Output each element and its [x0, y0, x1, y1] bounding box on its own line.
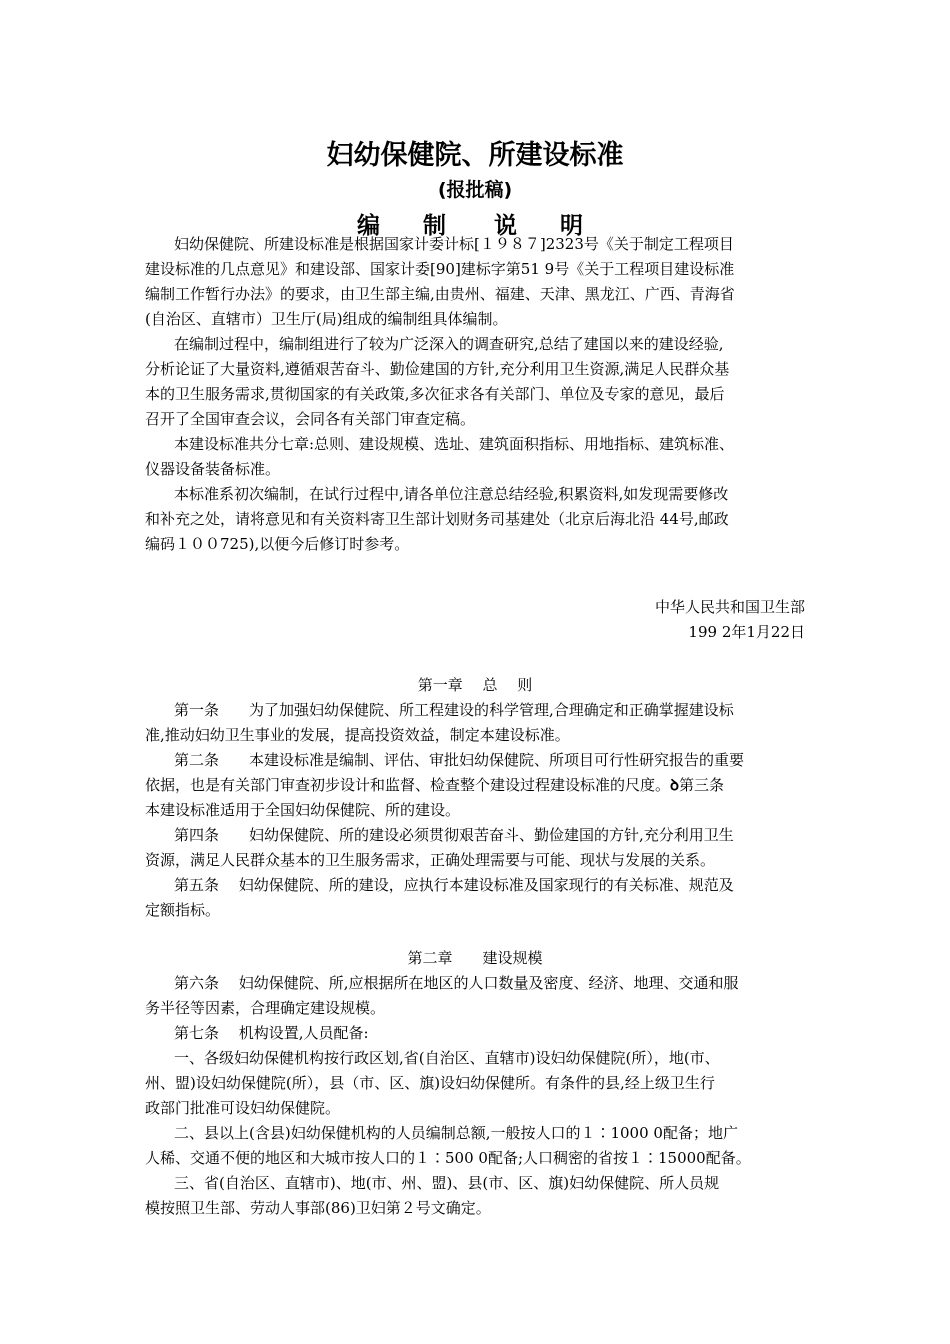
chapter-1-line: 定额指标。 — [145, 901, 221, 919]
chapter-1-line: 第五条 妇幼保健院、所的建设，应执行本建设标准及国家现行的有关标准、规范及 — [174, 876, 734, 894]
intro-line: 编制工作暂行办法》的要求，由卫生部主编,由贵州、福建、天津、黑龙江、广西、青海省 — [145, 285, 735, 303]
chapter-2-line: 人稀、交通不便的地区和大城市按人口的１∶500 0配备;人口稠密的省按１∶15000配备。 — [145, 1149, 751, 1167]
chapter-1-line: 准,推动妇幼卫生事业的发展，提高投资效益，制定本建设标准。 — [145, 726, 570, 744]
section-title-word-1: 编 制 — [357, 213, 456, 239]
intro-line: 本建设标准共分七章:总则、建设规模、选址、建筑面积指标、用地指标、建筑标准、 — [174, 435, 735, 453]
page-title: 妇幼保健院、所建设标准 — [326, 140, 624, 171]
intro-line: 分析论证了大量资料,遵循艰苦奋斗、勤俭建国的方针,充分利用卫生资源,满足人民群众基 — [145, 360, 730, 378]
intro-line: 召开了全国审查会议，会同各有关部门审查定稿。 — [145, 410, 476, 428]
chapter-1-line: 第二条 本建设标准是编制、评估、审批妇幼保健院、所项目可行性研究报告的重要 — [174, 751, 745, 769]
chapter-2-title: 第二章 建设规模 — [407, 949, 543, 967]
chapter-1-title: 第一章 总 则 — [417, 676, 533, 694]
intro-line: 在编制过程中，编制组进行了较为广泛深入的调查研究,总结了建国以来的建设经验, — [174, 335, 724, 353]
chapter-2-line: 第六条 妇幼保健院、所,应根据所在地区的人口数量及密度、经济、地理、交通和服 — [174, 974, 739, 992]
intro-line: (自治区、直辖市）卫生厅(局)组成的编制组具体编制。 — [145, 310, 508, 328]
chapter-1-line: 依据，也是有关部门审查初步设计和监督、检查整个建设过程建设标准的尺度。 — [145, 776, 671, 794]
chapter-2-line: 务半径等因素，合理确定建设规模。 — [145, 999, 386, 1017]
chapter-2-line: 政部门批准可设妇幼保健院。 — [145, 1099, 341, 1117]
chapter-2-line: 一、各级妇幼保健机构按行政区划,省(自治区、直辖市)设妇幼保健院(所），地(市、 — [174, 1049, 720, 1067]
signature-org: 中华人民共和国卫生部 — [654, 598, 805, 616]
chapter-1-line: 本建设标准适用于全国妇幼保健院、所的建设。 — [145, 801, 461, 819]
chapter-2-line: 三、省(自治区、直辖市)、地(市、州、盟)、县(市、区、旗)妇幼保健院、所人员规 — [174, 1174, 720, 1192]
chapter-2-line: 第七条 机构设置,人员配备: — [174, 1024, 369, 1042]
chapter-1-line: 第四条 妇幼保健院、所的建设必须贯彻艰苦奋斗、勤俭建国的方针,充分利用卫生 — [174, 826, 734, 844]
chapter-1-line-with-article-3 — [145, 775, 724, 795]
intro-line: 妇幼保健院、所建设标准是根据国家计委计标[１９８７]2323号《关于制定工程项目 — [174, 235, 734, 253]
intro-line: 本标准系初次编制，在试行过程中,请各单位注意总结经验,积累资料,如发现需要修改 — [174, 485, 729, 503]
chapter-2-line: 模按照卫生部、劳动人事部(86)卫妇第２号文确定。 — [145, 1199, 491, 1217]
intro-line: 编码１００725),以便今后修订时参考。 — [145, 535, 410, 553]
section-title-word-2: 说 明 — [494, 213, 593, 239]
article-3-label: 第三条 — [679, 776, 725, 794]
intro-line: 仪器设备装备标准。 — [145, 460, 281, 478]
stray-mark: ꝺ — [670, 776, 680, 794]
chapter-1-line: 资源，满足人民群众基本的卫生服务需求，正确处理需要与可能、现状与发展的关系。 — [145, 851, 716, 869]
chapter-2-line: 二、县以上(含县)妇幼保健机构的人员编制总额,一般按人口的１∶1000 0配备；地广 — [174, 1124, 738, 1142]
intro-line: 和补充之处，请将意见和有关资料寄卫生部计划财务司基建处（北京后海北沿 44号,邮政 — [145, 510, 729, 528]
chapter-2-line: 州、盟)设妇幼保健院(所），县（市、区、旗)设妇幼保健所。有条件的县,经上级卫生行 — [145, 1074, 715, 1092]
chapter-1-line: 第一条 为了加强妇幼保健院、所工程建设的科学管理,合理确定和正确掌握建设标 — [174, 701, 734, 719]
signature-date: 199 2年1月22日 — [688, 623, 805, 641]
intro-line: 本的卫生服务需求,贯彻国家的有关政策,多次征求各有关部门、单位及专家的意见，最后 — [145, 385, 725, 403]
intro-line: 建设标准的几点意见》和建设部、国家计委[90]建标字第51 9号《关于工程项目建设标准 — [145, 260, 735, 278]
page-subtitle: (报批稿) — [437, 179, 513, 201]
